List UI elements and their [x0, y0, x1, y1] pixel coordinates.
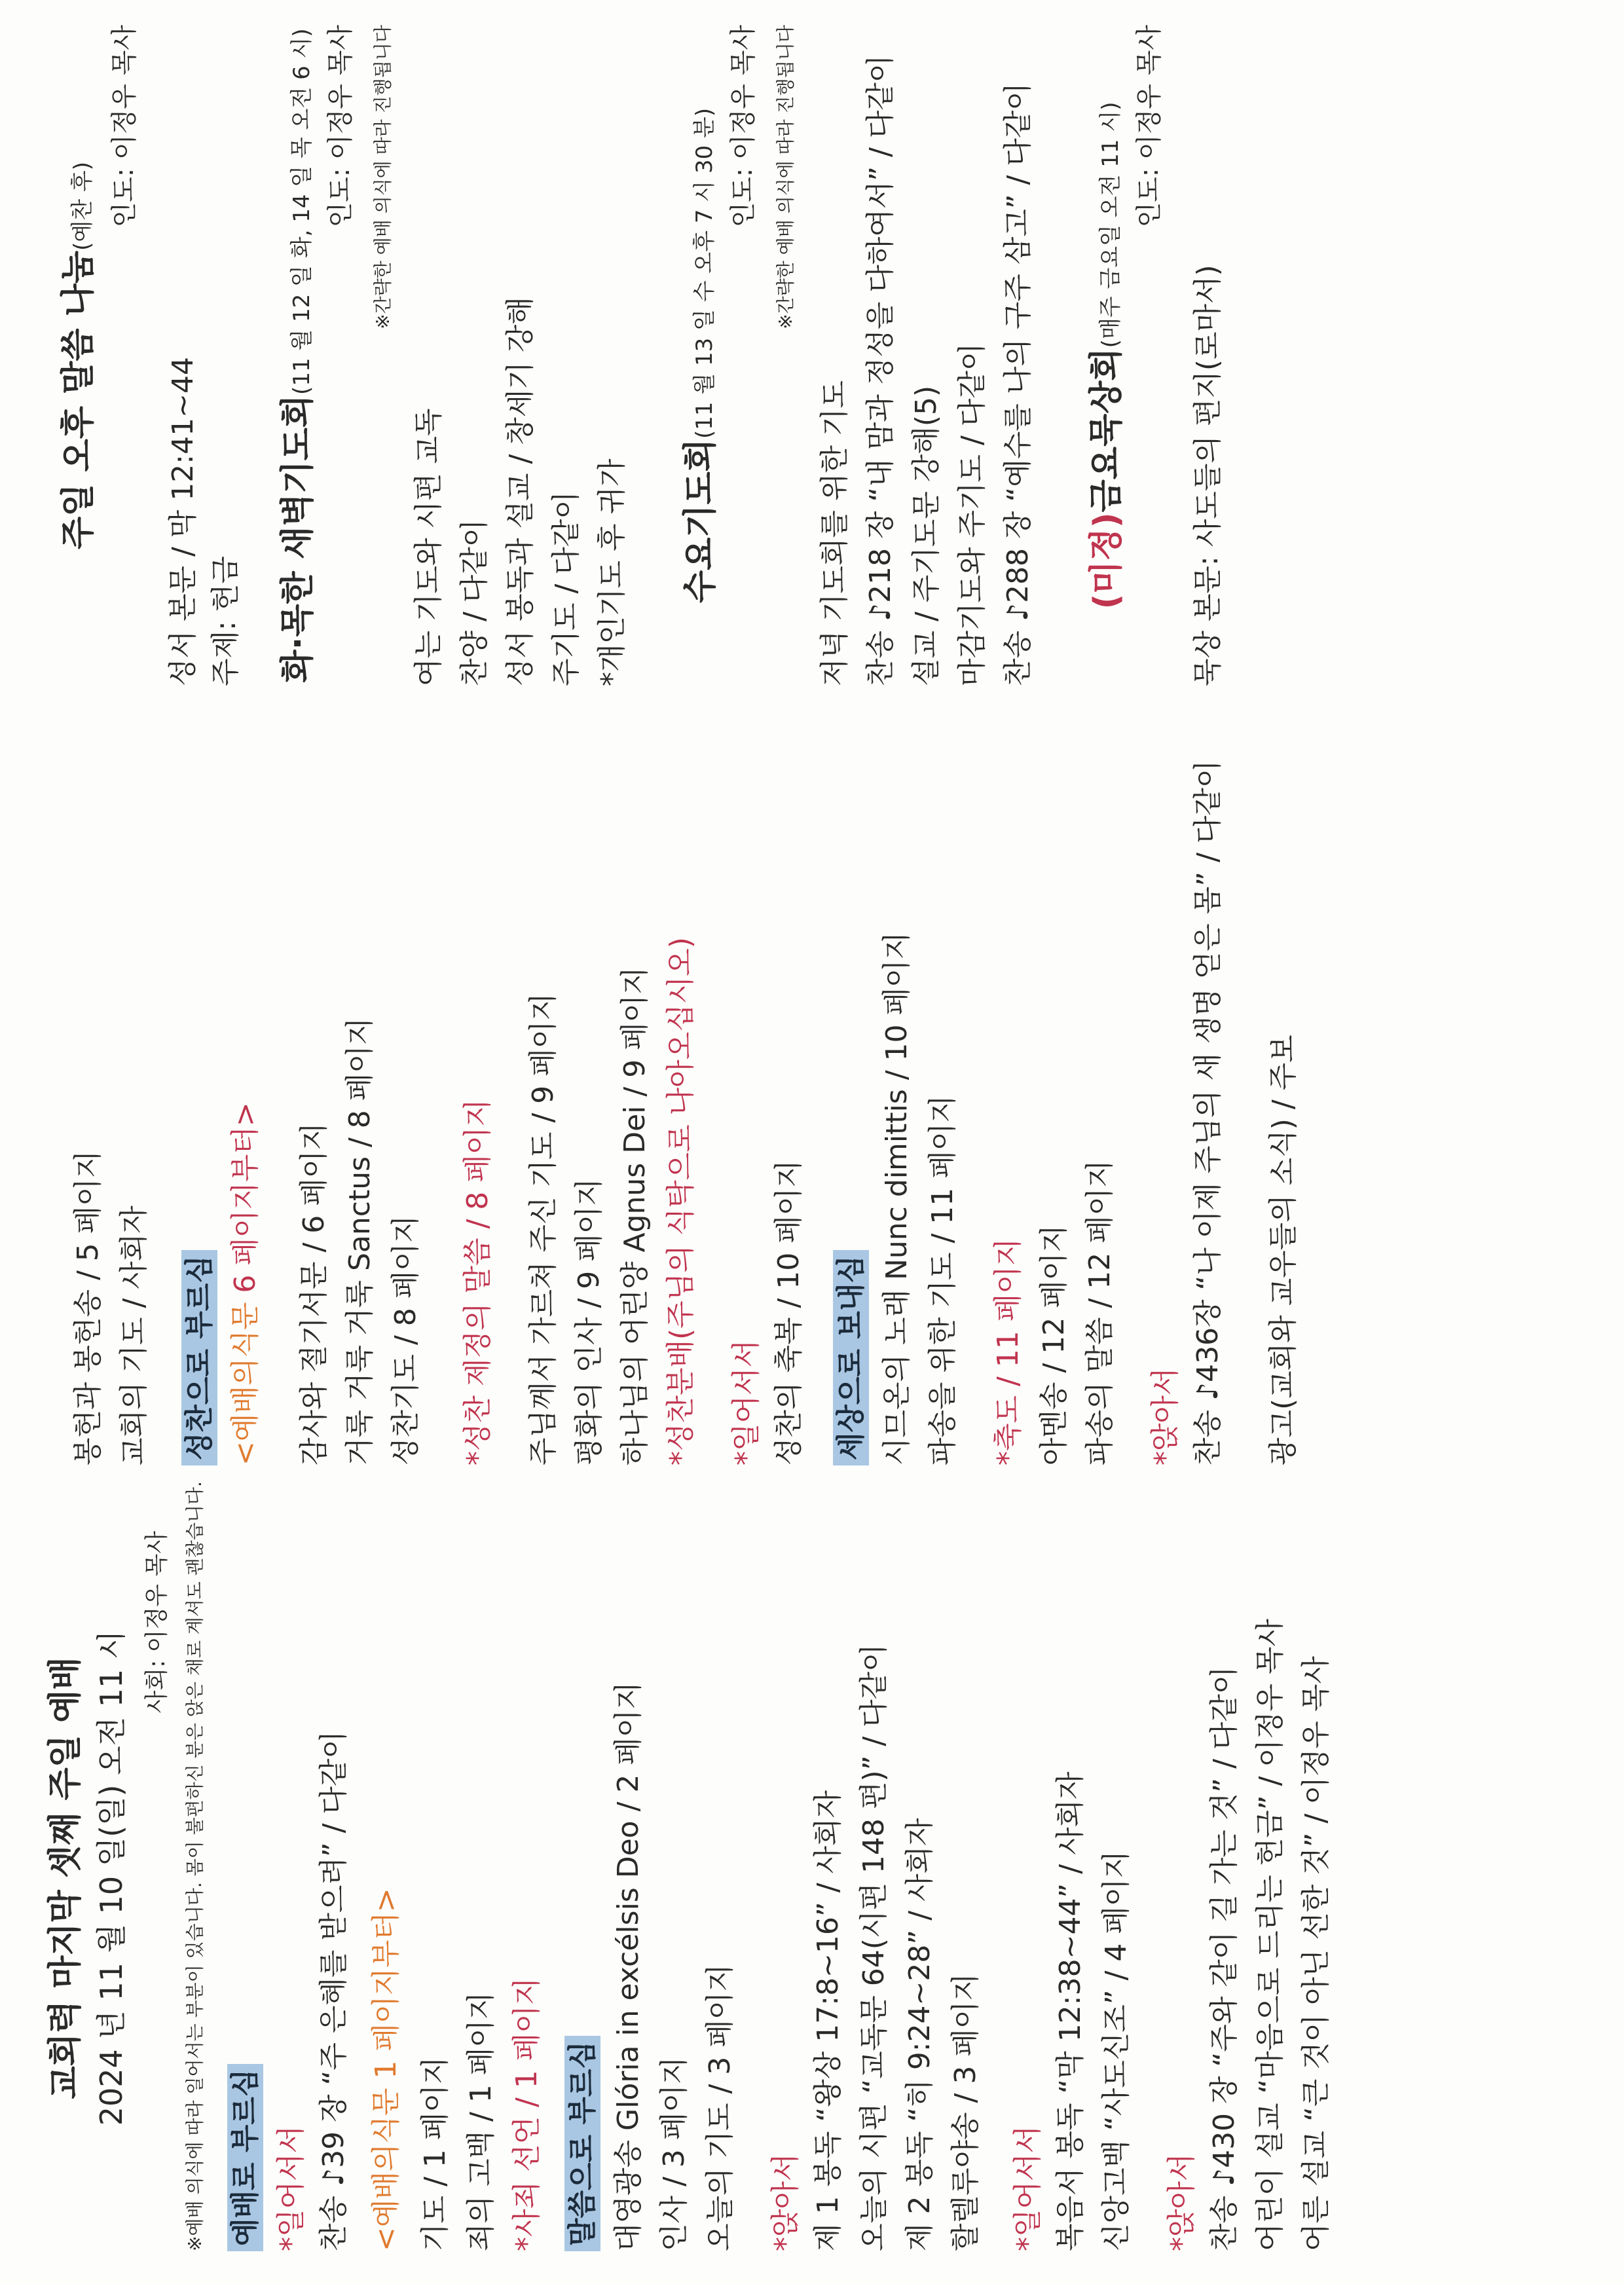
second-reading: 제 2 봉독 “히 9:24~28” / 사회자 — [903, 1818, 936, 2251]
section-communion: 성찬으로 부르심 — [180, 1250, 219, 1465]
gloria: 대영광송 Glória in excélsis Deo / 2 페이지 — [612, 1682, 645, 2251]
sanctus: 거룩 거룩 거룩 Sanctus / 8 페이지 — [343, 1017, 377, 1465]
lords-prayer: 주님께서 가르쳐 주신 기도 / 9 페이지 — [526, 993, 560, 1465]
liturgy-start-2: <예배의식문 6 페이지부터> — [229, 1102, 262, 1465]
service-title: 교회력 마지막 셋째 주일 예배 — [46, 1657, 85, 2099]
sit-cue: *앉아서 — [769, 2153, 802, 2251]
friday-title: (미정)금요묵상회(매주 금요일 오전 11 시) — [1087, 101, 1126, 610]
weekday-meetings-column — [0, 25, 1624, 686]
gospel-reading: 복음서 봉독 “막 12:38~44” / 사회자 — [1054, 1771, 1087, 2251]
dawn-item-1: 여는 기도와 시편 교독 — [412, 408, 445, 686]
wednesday-item-1: 저녁 기도회를 위한 기도 — [818, 380, 851, 686]
stand-cue-3: *일어서서 — [729, 1339, 763, 1465]
wednesday-item-5: 찬송 ♪288 장 “예수를 나의 구주 삼고” / 다같이 — [1001, 83, 1035, 686]
afternoon-text: 성서 본문 / 막 12:41~44 — [166, 357, 200, 686]
wednesday-title: 수요기도회(11 월 13 일 수 오후 7 시 30 분) — [681, 107, 720, 604]
words-of-institution: *성찬 제정의 말씀 / 8 페이지 — [461, 1099, 494, 1465]
friday-leader: 인도: 이정우 목사 — [1134, 25, 1164, 228]
distribution: *성찬분배(주님의 식탁으로 나아오십시오) — [664, 937, 697, 1465]
standing-note: ※예배 의식에 따라 일어서는 부분이 있습니다. 몸이 불편하신 분은 앉은 채로 계셔도 괜찮습니다. — [184, 1481, 206, 2251]
dawn-item-2: 찬양 / 다같이 — [458, 519, 491, 686]
afternoon-topic: 주제: 헌금 — [209, 556, 242, 686]
dawn-title: 화·목한 새벽기도회(11 월 12 일 화, 14 일 목 오전 6 시) — [278, 28, 318, 683]
hallelujah: 할렐루야송 / 3 페이지 — [949, 1973, 982, 2251]
stand-cue-2: *일어서서 — [1011, 2125, 1044, 2251]
section-call-to-worship: 예배로 부르심 — [226, 2064, 265, 2251]
sit-cue-2: *앉아서 — [1165, 2153, 1198, 2251]
main-service-column — [0, 1481, 1624, 2251]
sermon: 어른 설교 “큰 것이 아닌 선한 것” / 이정우 목사 — [1299, 1656, 1333, 2251]
sending-word: 파송의 말씀 / 12 페이지 — [1083, 1160, 1116, 1465]
amen-song: 아멘송 / 12 페이지 — [1037, 1225, 1071, 1465]
stand-cue: *일어서서 — [274, 2125, 308, 2251]
communion-column — [0, 712, 1624, 1465]
wednesday-note: ※간략한 예배 의식에 따라 진행됩니다 — [775, 25, 796, 329]
absolution: *사죄 선언 / 1 페이지 — [510, 1977, 544, 2251]
friday-text: 묵상 본문: 사도들의 편지(로마서) — [1191, 265, 1225, 686]
church-prayer: 교회의 기도 / 사회자 — [117, 1206, 151, 1465]
children-sermon: 어린이 설교 “마음으로 드리는 헌금” / 이정우 목사 — [1253, 1619, 1287, 2251]
eucharistic-prayer: 성찬기도 / 8 페이지 — [389, 1215, 422, 1465]
confession: 죄의 고백 / 1 페이지 — [464, 1991, 498, 2251]
liturgy-start: <예배의식문 1 페이지부터> — [369, 1888, 403, 2251]
agnus-dei: 하나님의 어린양 Agnus Dei / 9 페이지 — [618, 967, 652, 1465]
psalm: 오늘의 시편 “교독문 64(시편 148 편)” / 다같이 — [857, 1644, 891, 2251]
communion-blessing: 성찬의 축복 / 10 페이지 — [772, 1160, 805, 1465]
presider: 사회: 이정우 목사 — [143, 1531, 170, 1714]
hymn-2: 찬송 ♪430 장 “주와 같이 길 가는 것” / 다같이 — [1208, 1666, 1241, 2251]
wednesday-leader: 인도: 이정우 목사 — [728, 25, 758, 228]
greeting: 인사 / 3 페이지 — [657, 2056, 691, 2251]
afternoon-leader: 인도: 이정우 목사 — [109, 25, 139, 228]
peace: 평화의 인사 / 9 페이지 — [572, 1178, 606, 1465]
dawn-item-3: 성서 봉독과 설교 / 창세기 강해 — [504, 297, 537, 686]
dawn-note: ※간략한 예배 의식에 따라 진행됩니다 — [372, 25, 394, 329]
dawn-item-4: 주기도 / 다같이 — [549, 491, 583, 686]
hymn-3: 찬송 ♪436장 “나 이제 주님의 새 생명 얻은 몸” / 다같이 — [1191, 760, 1225, 1465]
section-sending: 세상으로 보내심 — [832, 1250, 871, 1465]
todays-prayer: 오늘의 기도 / 3 페이지 — [703, 1964, 737, 2251]
hymn-1: 찬송 ♪39 장 “주 은혜를 받으려” / 다같이 — [317, 1731, 350, 2251]
preface: 감사와 절기서문 / 6 페이지 — [297, 1122, 331, 1465]
prayer: 기도 / 1 페이지 — [418, 2056, 452, 2251]
wednesday-item-2: 찬송 ♪218 장 “내 맘과 정성을 다하여서” / 다같이 — [864, 54, 897, 686]
afternoon-title: 주일 오후 말씀 나눔(예찬 후) — [59, 161, 98, 550]
offering: 봉헌과 봉헌송 / 5 페이지 — [71, 1150, 105, 1465]
sending-prayer: 파송을 위한 기도 / 11 페이지 — [926, 1095, 959, 1465]
wednesday-item-4: 마감기도와 주기도 / 다같이 — [955, 342, 989, 686]
service-date: 2024 년 11 월 10 일(일) 오전 11 시 — [94, 1630, 129, 2126]
benediction: *축도 / 11 페이지 — [991, 1238, 1025, 1465]
section-word: 말씀으로 부르심 — [563, 2036, 602, 2251]
announcements: 광고(교회와 교우들의 소식) / 주보 — [1266, 1035, 1300, 1465]
nunc-dimittis: 시므온의 노래 Nunc dimittis / 10 페이지 — [880, 931, 913, 1465]
creed: 신앙고백 “사도신조” / 4 페이지 — [1099, 1851, 1133, 2251]
sit-cue-3: *앉아서 — [1149, 1367, 1182, 1465]
first-reading: 제 1 봉독 “왕상 17:8~16” / 사회자 — [811, 1790, 845, 2251]
dawn-leader: 인도: 이정우 목사 — [325, 25, 356, 228]
dawn-item-5: *개인기도 후 귀가 — [595, 458, 629, 686]
wednesday-item-3: 설교 / 주기도문 강해(5) — [910, 385, 943, 686]
